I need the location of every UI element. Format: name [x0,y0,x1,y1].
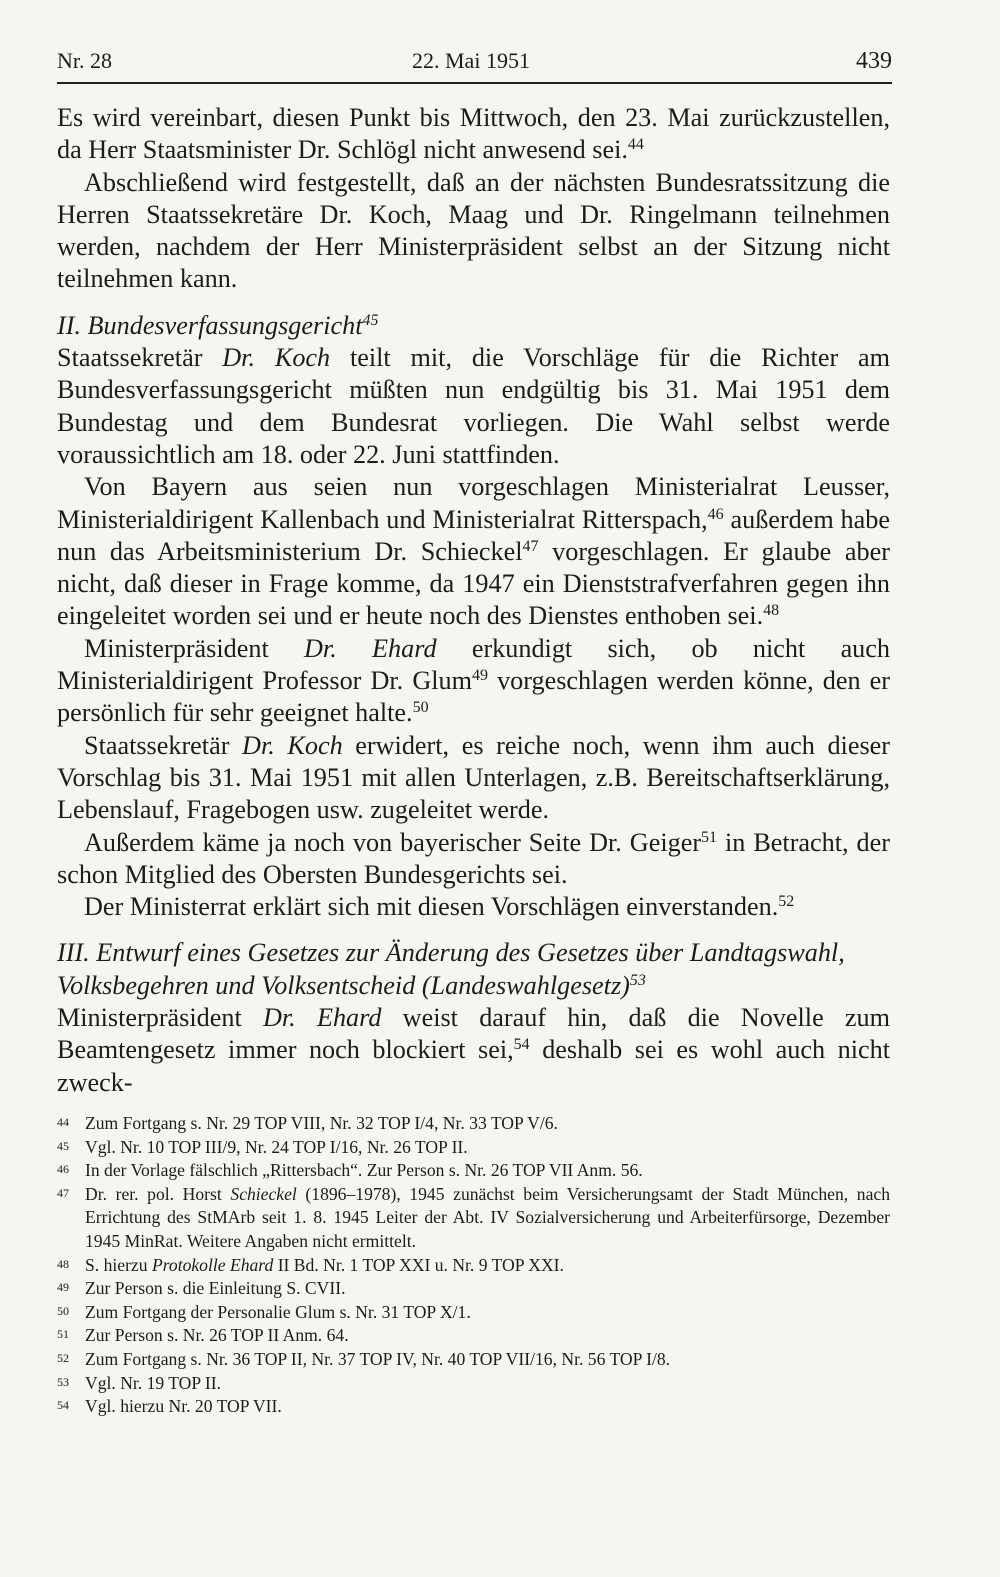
footnote-number: 48 [57,1256,69,1271]
footnote: 44 Zum Fortgang s. Nr. 29 TOP VIII, Nr. 32 TOP I/4, Nr. 33 TOP V/6. [57,1112,890,1136]
footnote-ref[interactable]: 53 [629,971,646,989]
footnote: 45 Vgl. Nr. 10 TOP III/9, Nr. 24 TOP I/16, Nr. 26 TOP II. [57,1136,890,1160]
footnote-number: 54 [57,1398,69,1413]
footnote: 47 Dr. rer. pol. Horst Schieckel (1896–1978), 1945 zunächst beim Versicherungsamt der Stadt München, nach Errichtung des StMArb seit 1. 8. 1945 Leiter der Abt. IV Sozialversicherung und Arbeiterfürsorge, Dezember 1945 MinRat. Weitere Angaben nicht ermittelt. [57,1183,890,1254]
footnote-number: 52 [57,1350,69,1365]
footnote-ref[interactable]: 49 [471,667,488,685]
paragraph-6: Staatssekretär Dr. Koch erwidert, es reiche noch, wenn ihm auch dieser Vorschlag bis 31. Mai 1951 mit allen Unterlagen, z.B. Bereitschaftserklärung, Lebenslauf, Fragebogen usw. zugeleitet werde. [57,730,890,825]
footnote: 49 Zur Person s. die Einleitung S. CVII. [57,1277,890,1301]
footnote: 50 Zum Fortgang der Personalie Glum s. Nr. 31 TOP X/1. [57,1301,890,1325]
section-heading-ii: II. Bundesverfassungsgericht$^{45}$ [57,310,379,340]
footnote: 54 Vgl. hierzu Nr. 20 TOP VII. [57,1395,890,1419]
footnote: 53 Vgl. Nr. 19 TOP II. [57,1372,890,1396]
footnote: 52 Zum Fortgang s. Nr. 36 TOP II, Nr. 37 TOP IV, Nr. 40 TOP VII/16, Nr. 56 TOP I/8. [57,1348,890,1372]
document-number: Nr. 28 [57,48,112,73]
footnote-ref[interactable]: 52 [778,893,795,911]
paragraph-5: Ministerpräsident Dr. Ehard erkundigt sich, ob nicht auch Ministerialdirigent Professor Dr. Glum$^{49}$ vorgeschlagen werden könne, den er persönlich für sehr geeignet halte.$^{50}$ [57,633,890,728]
footnote: 51 Zur Person s. Nr. 26 TOP II Anm. 64. [57,1324,890,1348]
paragraph-2: Abschließend wird festgestellt, daß an der nächsten Bundesratssitzung die Herren Staatssekretäre Dr. Koch, Maag und Dr. Ringelmann teilnehmen werden, nachdem der Herr Ministerpräsident selbst an der Sitzung nicht teilnehmen kann. [57,167,890,294]
running-header [57,40,892,80]
footnotes [57,1112,890,1419]
footnote-ref[interactable]: 50 [412,699,429,717]
section-heading-iii: III. Entwurf eines Gesetzes zur Änderung des Gesetzes über Landtagswahl, Volksbegehren und Volksentscheid (Landeswahlgesetz)$^{53}$ [57,938,845,1000]
header-date: 22. Mai 1951 [412,48,530,73]
main-text [57,102,890,1099]
footnote-ref[interactable]: 54 [513,1036,530,1054]
person-name: Dr. Ehard [262,1003,382,1033]
footnote-ref[interactable]: 46 [707,505,724,523]
paragraph-4: Von Bayern aus seien nun vorgeschlagen Ministerialrat Leusser, Ministerialdirigent Kallenbach und Ministerialrat Ritterspach,$^{46}$ außerdem habe nun das Arbeitsministerium Dr. Schieckel$^{47}$ vorgeschlagen. Er glaube aber nicht, daß dieser in Frage komme, da 1947 ein Dienststrafverfahren gegen ihn eingeleitet worden sei und er heute noch des Dienstes enthoben sei.$^{48}$ [57,472,890,631]
person-name: Dr. Koch [242,730,343,760]
paragraph-9: Ministerpräsident Dr. Ehard weist darauf hin, daß die Novelle zum Beamtengesetz immer noch blockiert sei,$^{54}$ deshalb sei es wohl auch nicht zweck- [57,1003,891,1097]
footnote-number: 44 [57,1115,69,1129]
paragraph-3: Staatssekretär Dr. Koch teilt mit, die Vorschläge für die Richter am Bundesverfassungsgericht müßten nun endgültig bis 31. Mai 1951 dem Bundestag und dem Bundesrat vorliegen. Die Wahl selbst werde voraussichtlich am 18. oder 22. Juni stattfinden. [57,343,890,469]
footnote-ref[interactable]: 44 [627,136,644,154]
footnote-ref[interactable]: 45 [362,311,379,329]
footnote: 48 S. hierzu Protokolle Ehard II Bd. Nr. 1 TOP XXI u. Nr. 9 TOP XXI. [57,1254,890,1278]
footnote-ref[interactable]: 47 [522,537,539,555]
page-number: 439 [856,48,892,74]
person-name: Dr. Ehard [304,633,437,663]
person-name: Dr. Koch [222,343,331,373]
footnote-ref[interactable]: 48 [763,602,780,620]
footnote-number: 50 [57,1303,69,1318]
footnote-number: 47 [57,1185,69,1200]
footnote-number: 53 [57,1374,69,1389]
footnote-ref[interactable]: 51 [701,828,718,846]
footnote-number: 45 [57,1138,69,1153]
paragraph-1: Es wird vereinbart, diesen Punkt bis Mittwoch, den 23. Mai zurückzustellen, da Herr Staatsminister Dr. Schlögl nicht anwesend sei.$^{44}$ [57,103,890,165]
footnote-number: 49 [57,1280,69,1295]
footnote-number: 46 [57,1162,69,1177]
paragraph-7: Außerdem käme ja noch von bayerischer Seite Dr. Geiger$^{51}$ in Betracht, der schon Mitglied des Obersten Bundesgerichts sei. [57,827,890,889]
footnote: 46 In der Vorlage fälschlich „Rittersbach“. Zur Person s. Nr. 26 TOP VII Anm. 56. [57,1159,890,1183]
paragraph-8: Der Ministerrat erklärt sich mit diesen Vorschlägen einverstanden.$^{52}$ [84,892,795,922]
footnote-number: 51 [57,1327,69,1342]
header-rule [57,82,892,84]
